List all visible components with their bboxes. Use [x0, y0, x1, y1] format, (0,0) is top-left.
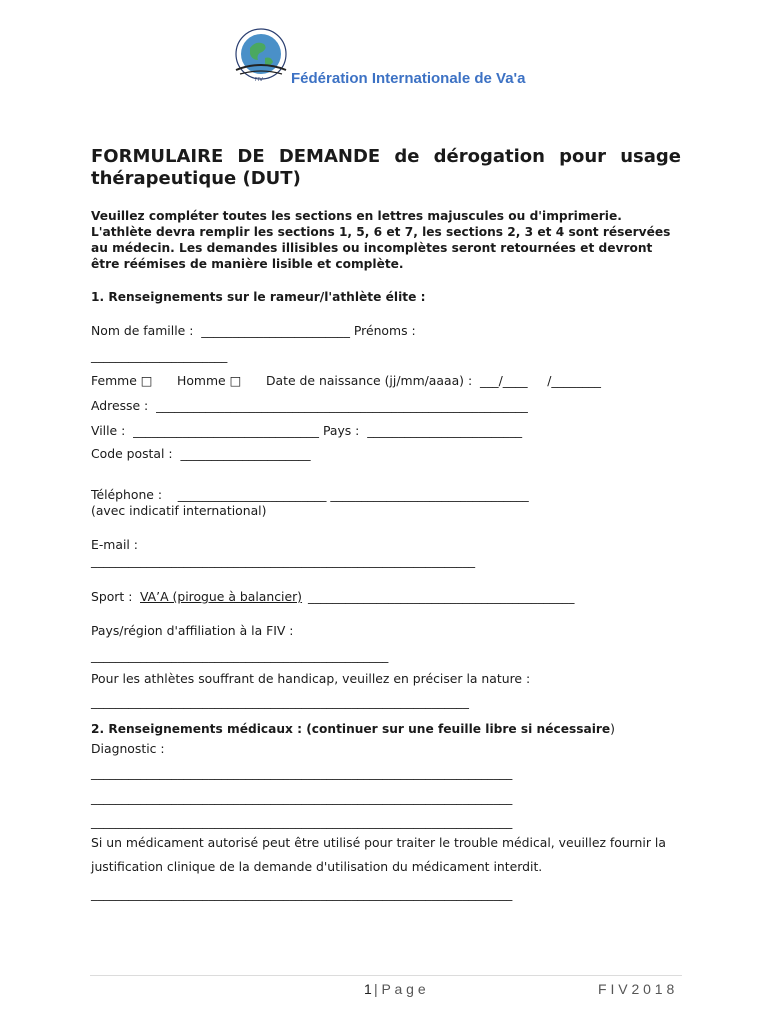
- page-label: | P a g e: [374, 981, 426, 997]
- handicap-field[interactable]: _____________________________________________________________: [91, 694, 469, 709]
- prenoms-field[interactable]: ______________________: [91, 348, 228, 363]
- diagnostic-line-2[interactable]: ____________________________________________________________________: [91, 790, 513, 805]
- sport-label: Sport :: [91, 589, 137, 604]
- telephone-field[interactable]: Téléphone : ________________________ ________________________________: [91, 487, 529, 502]
- pays-region-label: Pays/région d'affiliation à la FIV :: [91, 623, 294, 638]
- sport-line: ___________________________________________: [308, 589, 575, 604]
- form-title: FORMULAIRE DE DEMANDE de dérogation pour usage thérapeutique (DUT): [91, 146, 681, 189]
- federation-name: Fédération Internationale de Va'a: [291, 70, 526, 87]
- section1-heading: 1. Renseignements sur le rameur/l'athlète élite :: [91, 290, 426, 304]
- fiv-logo: [232, 28, 290, 84]
- ville-pays-field[interactable]: Ville : ______________________________ Pays : _________________________: [91, 423, 523, 438]
- logo-text: FIV: [255, 77, 263, 83]
- code-postal-field[interactable]: Code postal : _____________________: [91, 446, 311, 461]
- diagnostic-line-3[interactable]: ____________________________________________________________________: [91, 814, 513, 829]
- footer-divider: [90, 975, 682, 976]
- justification-field[interactable]: ____________________________________________________________________: [91, 886, 513, 901]
- diagnostic-line-1[interactable]: ____________________________________________________________________: [91, 765, 513, 780]
- medicament-text-1: Si un médicament autorisé peut être utilisé pour traiter le trouble médical, veuillez fournir la: [91, 835, 666, 850]
- section2-heading: 2. Renseignements médicaux : (continuer sur une feuille libre si nécessaire: [91, 722, 611, 736]
- email-label: E-mail :: [91, 537, 138, 552]
- pays-region-field[interactable]: ________________________________________________: [91, 648, 389, 663]
- diagnostic-label: Diagnostic :: [91, 741, 165, 756]
- doc-id: F I V 2 0 1 8: [598, 981, 675, 997]
- handicap-label: Pour les athlètes souffrant de handicap, veuillez en préciser la nature :: [91, 671, 531, 686]
- section2-heading-row: [91, 718, 615, 737]
- email-field[interactable]: ______________________________________________________________: [91, 553, 476, 568]
- section2-heading-end: ): [610, 721, 616, 736]
- nom-field[interactable]: Nom de famille : ________________________ Prénoms :: [91, 323, 416, 338]
- telephone-note: (avec indicatif international): [91, 503, 267, 518]
- sport-value: VA’A (pirogue à balancier): [140, 589, 303, 604]
- birthdate-field[interactable]: Date de naissance (jj/mm/aaaa) : ___/____ /________: [266, 373, 601, 388]
- page-number: 1: [364, 981, 372, 997]
- homme-checkbox[interactable]: Homme □: [177, 373, 242, 388]
- intro-instructions: Veuillez compléter toutes les sections en lettres majuscules ou d'imprimerie. L'athlète devra remplir les sections 1, 5, 6 et 7, les sections 2, 3 et 4 sont réservées au médecin. Les demandes illisibles ou incomplètes seront retournées et devront être réémises de manière lisible et complète.: [91, 209, 671, 271]
- femme-checkbox[interactable]: Femme □: [91, 373, 153, 388]
- medicament-text-2: justification clinique de la demande d'utilisation du médicament interdit.: [91, 859, 543, 874]
- adresse-field[interactable]: Adresse : ____________________________________________________________: [91, 398, 528, 413]
